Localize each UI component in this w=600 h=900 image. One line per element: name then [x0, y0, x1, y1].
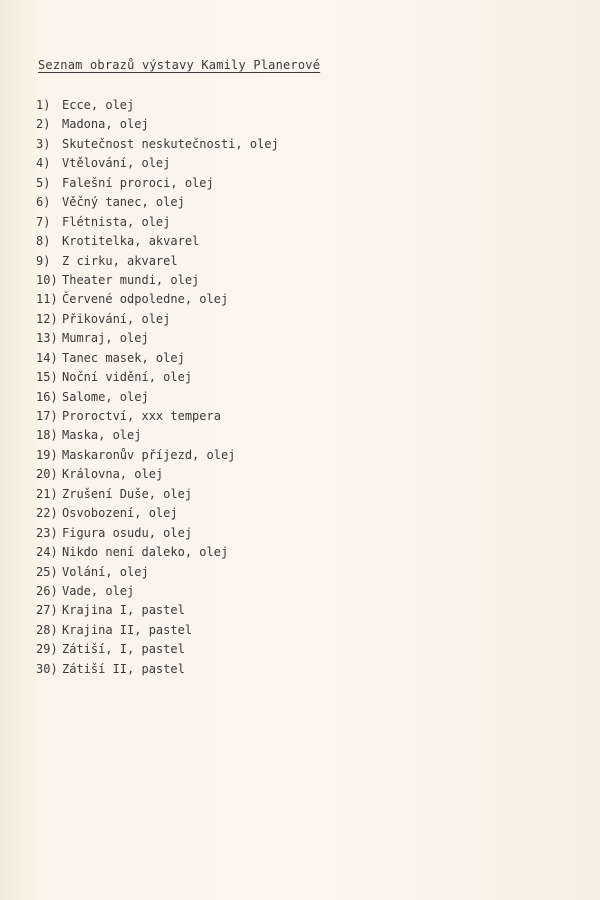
item-number: 21) [36, 486, 58, 501]
item-number: 23) [36, 525, 58, 540]
item-number: 13) [36, 331, 58, 346]
list-item [36, 115, 279, 134]
list-item [36, 135, 279, 154]
list-item [36, 543, 279, 562]
item-text: Noční vidění, olej [62, 370, 193, 385]
list-item [36, 660, 279, 679]
item-text: Skutečnost neskutečnosti, olej [62, 136, 279, 151]
item-number: 30) [36, 661, 58, 676]
item-text: Maska, olej [62, 428, 142, 443]
item-text: Z cirku, akvarel [62, 253, 178, 268]
list-item [36, 213, 279, 232]
list-item [36, 407, 279, 426]
item-text: Krotitelka, akvarel [62, 234, 200, 249]
item-number: 4) [36, 156, 51, 171]
item-number: 19) [36, 447, 58, 462]
item-number: 10) [36, 272, 58, 287]
list-item [36, 232, 279, 251]
list-item [36, 446, 279, 465]
item-number: 18) [36, 428, 58, 443]
painting-list [36, 96, 279, 679]
item-text: Falešní proroci, olej [62, 175, 214, 190]
item-number: 20) [36, 467, 58, 482]
item-number: 7) [36, 214, 51, 229]
list-item [36, 310, 279, 329]
list-item [36, 174, 279, 193]
item-number: 5) [36, 175, 51, 190]
item-text: Červené odpoledne, olej [62, 292, 229, 307]
list-item [36, 640, 279, 659]
item-number: 27) [36, 603, 58, 618]
list-item [36, 329, 279, 348]
list-item [36, 485, 279, 504]
list-item [36, 252, 279, 271]
item-text: Vtělování, olej [62, 156, 171, 171]
list-item [36, 524, 279, 543]
item-number: 15) [36, 370, 58, 385]
item-text: Přikování, olej [62, 311, 171, 326]
item-number: 17) [36, 409, 58, 423]
item-text: Krajina II, pastel [62, 622, 193, 637]
item-text: Zátiší, I, pastel [62, 642, 185, 657]
item-number: 29) [36, 642, 58, 657]
item-text: Tanec masek, olej [62, 350, 185, 365]
list-item [36, 388, 279, 407]
list-item [36, 601, 279, 620]
item-text: Nikdo není daleko, olej [62, 545, 229, 560]
list-item [36, 563, 279, 582]
item-text: Volání, olej [62, 564, 149, 579]
item-number: 22) [36, 506, 58, 521]
item-text: Theater mundi, olej [62, 272, 200, 287]
item-number: 14) [36, 350, 58, 365]
item-text: Osvobození, olej [62, 506, 178, 521]
item-text: Madona, olej [62, 117, 149, 132]
item-number: 12) [36, 311, 58, 326]
list-item [36, 368, 279, 387]
item-text: Salome, olej [62, 389, 149, 404]
item-text: Krajina I, pastel [62, 603, 185, 618]
list-item [36, 426, 279, 445]
item-number: 11) [36, 292, 58, 307]
list-item [36, 621, 279, 640]
item-text: Ecce, olej [62, 98, 135, 112]
list-item [36, 349, 279, 368]
list-item [36, 96, 279, 115]
item-number: 3) [36, 136, 51, 151]
list-item [36, 271, 279, 290]
item-number: 26) [36, 583, 58, 598]
list-item [36, 290, 279, 309]
item-text: Figura osudu, olej [62, 525, 193, 540]
item-number: 1) [36, 98, 51, 112]
item-text: Královna, olej [62, 467, 164, 482]
item-number: 28) [36, 622, 58, 637]
list-item [36, 193, 279, 212]
item-number: 16) [36, 389, 58, 404]
list-item [36, 465, 279, 484]
item-number: 2) [36, 117, 51, 132]
item-number: 9) [36, 253, 51, 268]
page-title: Seznam obrazů výstavy Kamily Planerové [38, 58, 321, 72]
item-number: 8) [36, 234, 51, 249]
list-item [36, 582, 279, 601]
item-number: 6) [36, 195, 51, 210]
item-text: Maskaronův příjezd, olej [62, 447, 236, 462]
item-text: Vade, olej [62, 583, 135, 598]
item-text: Mumraj, olej [62, 331, 149, 346]
item-number: 25) [36, 564, 58, 579]
list-item [36, 154, 279, 173]
item-text: Zátiší II, pastel [62, 661, 185, 676]
item-text: Věčný tanec, olej [62, 195, 185, 210]
item-text: Proroctví, xxx tempera [62, 409, 221, 423]
item-number: 24) [36, 545, 58, 560]
list-item [36, 504, 279, 523]
item-text: Zrušení Duše, olej [62, 486, 193, 501]
item-text: Flétnista, olej [62, 214, 171, 229]
